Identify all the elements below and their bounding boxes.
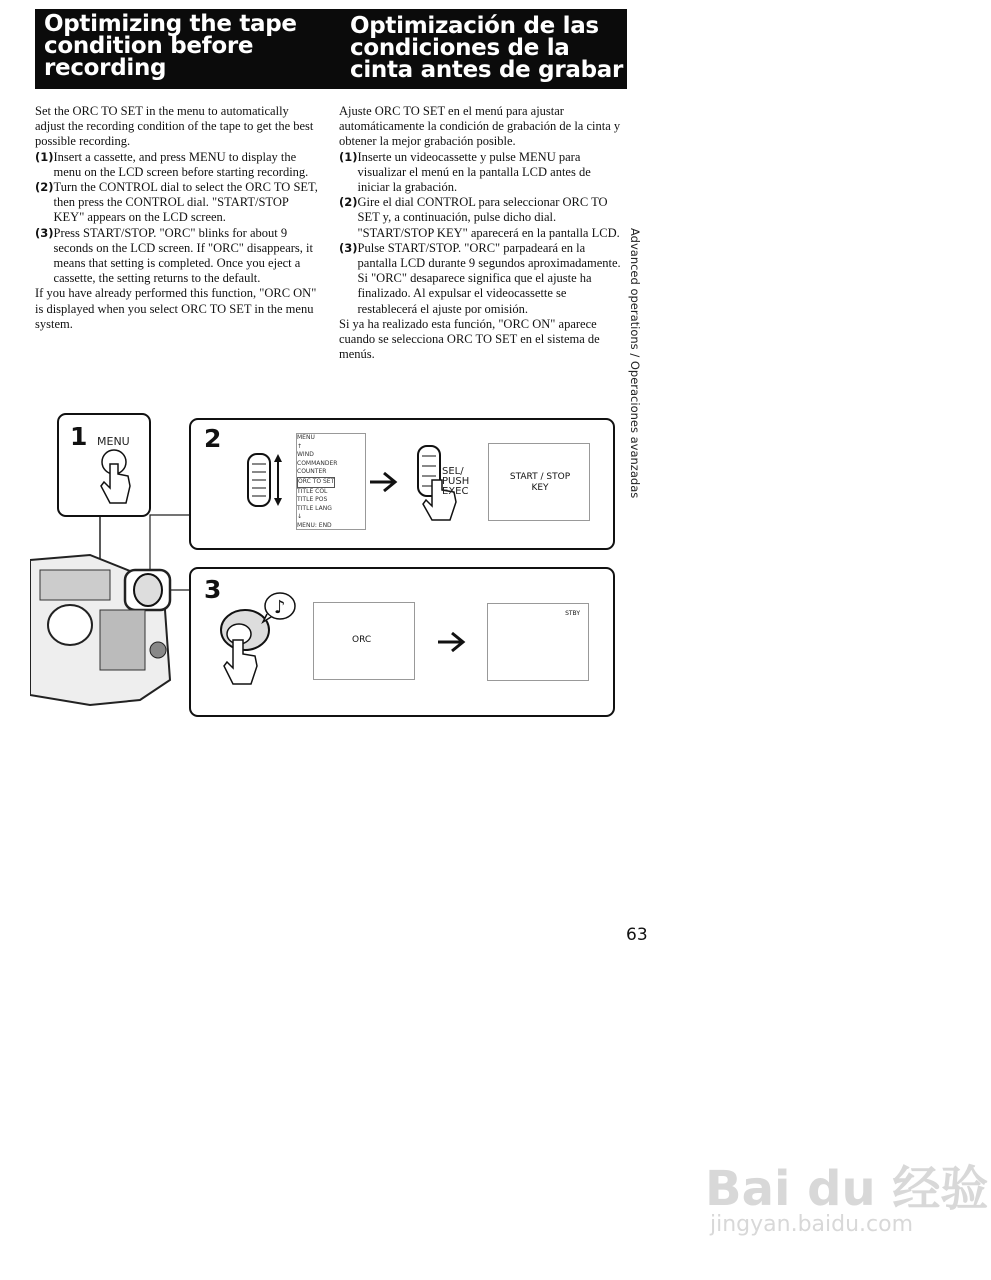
screen-status: STBY (565, 610, 580, 617)
menu-item: TITLE LANG (297, 504, 332, 512)
step-number: (2) (339, 195, 358, 210)
menu-item: MENU: END (297, 521, 332, 529)
step-text: Turn the CONTROL dial to select the ORC TO SET, then press the CONTROL dial. "START/STOP KEY" appears on the LCD screen. (53, 180, 318, 225)
step-number: (3) (339, 240, 358, 255)
step-text: Gire el dial CONTROL para seleccionar ORC TO SET y, a continuación, pulse dicho dial. "START/STOP KEY" aparecerá en la pantalla LCD. (357, 195, 620, 240)
lcd-screen-standby (487, 603, 589, 681)
dial-label-line: PUSH (442, 476, 470, 487)
menu-item: TITLE POS (297, 496, 328, 504)
step-text: Press START/STOP. "ORC" blinks for about 9 seconds on the LCD screen. If "ORC" disappears, it means that setting is completed. Once you eject a cassette, the setting returns to the default. (53, 225, 313, 286)
menu-button-label: MENU (97, 435, 130, 448)
english-step-1 (35, 150, 320, 180)
watermark-logo: Bai du 经验 (705, 1161, 989, 1217)
title-spanish: Optimización de las condiciones de la cinta antes de grabar (350, 13, 624, 83)
spanish-step-1 (339, 150, 624, 196)
lcd-screen-start-stop (488, 443, 590, 521)
spanish-step-2 (339, 195, 624, 241)
sidebar-label: Advanced operations / Operaciones avanzadas (628, 228, 642, 499)
step-1-number: 1 (70, 422, 88, 451)
screen-line: KEY (531, 483, 549, 493)
step-2-number: 2 (204, 424, 222, 453)
dial-label-line: SEL/ (442, 466, 464, 477)
step-number: (2) (35, 180, 54, 195)
title-english: Optimizing the tape condition before recording (44, 11, 297, 81)
english-note: If you have already performed this function, "ORC ON" is displayed when you select ORC TO SET in the menu system. (35, 286, 317, 331)
step-text: Pulse START/STOP. "ORC" parpadeará en la pantalla LCD durante 9 segundos aproximadamente. Si "ORC" desaparece significa que el ajuste ha finalizado. Al expulsar el videocassette se restablecerá el ajuste por omisión. (357, 240, 621, 316)
screen-message (505, 472, 575, 494)
menu-item: ↑ (297, 442, 303, 450)
menu-item: COUNTER (297, 468, 327, 476)
spanish-note: Si ya ha realizado esta función, "ORC ON" aparece cuando se selecciona ORC TO SET en el sistema de menús. (339, 316, 600, 362)
step-number: (1) (35, 149, 54, 164)
camcorder-illustration (30, 500, 190, 710)
arrow-right-icon (436, 630, 466, 654)
watermark-url: jingyan.baidu.com (710, 1212, 914, 1237)
section-sidebar (620, 228, 650, 499)
finger-press-icon (96, 448, 136, 510)
step-number: (1) (339, 149, 358, 164)
english-step-2 (35, 180, 320, 226)
screen-line: START / STOP (509, 472, 571, 482)
lcd-screen-orc (313, 602, 415, 680)
spanish-intro: Ajuste ORC TO SET en el menú para ajustar automáticamente la condición de grabación de la cinta y obtener la mejor grabación posible. (339, 104, 621, 149)
spanish-column (339, 104, 624, 362)
step-text: Insert a cassette, and press MENU to display the menu on the LCD screen before starting recording. (53, 149, 309, 179)
dial-label-line: EXEC (442, 486, 469, 497)
control-dial-icon (240, 448, 290, 513)
arrow-right-icon (368, 470, 398, 494)
screen-message: ORC (352, 635, 372, 645)
english-intro: Set the ORC TO SET in the menu to automatically adjust the recording condition of the tape to get the best possible recording. (35, 104, 314, 149)
start-stop-button-icon (205, 590, 300, 690)
page-number: 63 (626, 925, 648, 945)
menu-screen (296, 433, 366, 530)
dial-label (442, 467, 469, 497)
menu-item: TITLE COL (297, 487, 328, 495)
svg-text:♪: ♪ (274, 597, 286, 618)
menu-item: ↓ (297, 513, 303, 521)
step-text: Inserte un videocassette y pulse MENU para visualizar el menú en la pantalla LCD antes de iniciar la grabación. (357, 149, 591, 195)
menu-item: MENU (297, 434, 315, 441)
english-step-3 (35, 226, 320, 287)
spanish-step-3 (339, 241, 624, 317)
menu-item: WIND (297, 451, 314, 459)
step-3-number: 3 (204, 575, 222, 604)
menu-item: COMMANDER (297, 459, 338, 467)
menu-item-selected: ORC TO SET (297, 477, 335, 488)
step-number: (3) (35, 225, 54, 240)
english-column (35, 104, 320, 332)
